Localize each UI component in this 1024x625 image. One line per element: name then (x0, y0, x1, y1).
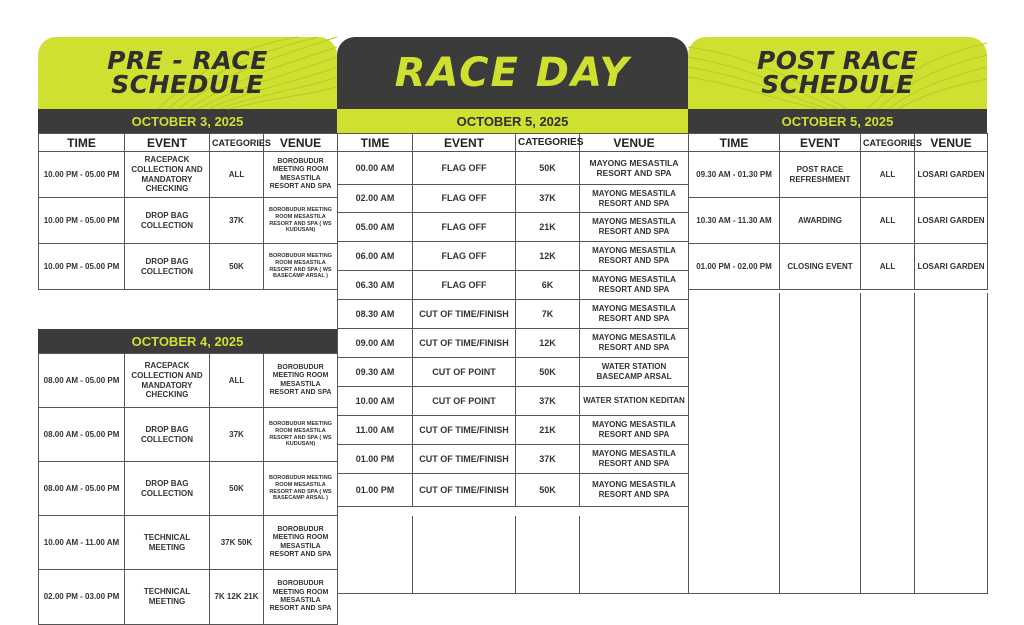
pre-race-title-line1: PRE - RACE (107, 46, 268, 76)
table-row (39, 408, 338, 462)
cell-category: 37K (516, 185, 580, 213)
cell-category: 21K (516, 213, 580, 242)
cell-category: 12K (516, 329, 580, 358)
table-row (39, 244, 338, 290)
cell-time: 08.00 AM - 05.00 PM (39, 408, 125, 462)
column-divider (579, 516, 580, 594)
cell-venue: BOROBUDUR MEETING ROOM MESASTILA RESORT AND SPA (264, 354, 338, 408)
post-race-title (756, 46, 919, 99)
cell-event: TECHNICAL MEETING (125, 570, 210, 625)
cell-venue: MAYONG MESASTILA RESORT AND SPA (580, 271, 689, 300)
column-divider (860, 293, 861, 594)
table-row (39, 462, 338, 516)
table-row (39, 198, 338, 244)
pre-race-header-row (39, 134, 338, 152)
cell-event: DROP BAG COLLECTION (125, 244, 210, 290)
pre-race-date-band-2: OCTOBER 4, 2025 (38, 329, 337, 353)
cell-time: 05.00 AM (338, 213, 413, 242)
table-row (39, 570, 338, 625)
column-divider (515, 516, 516, 594)
cell-event: CUT OF POINT (413, 358, 516, 387)
cell-category: 7K (516, 300, 580, 329)
table-row (338, 416, 689, 445)
col-header-categories: CATEGORIES (516, 134, 580, 152)
post-race-header (688, 37, 987, 109)
col-header-event: EVENT (125, 134, 210, 152)
pre-race-table-2 (38, 353, 338, 625)
cell-time: 08.00 AM - 05.00 PM (39, 354, 125, 408)
pre-race-table-1 (38, 133, 338, 290)
cell-venue: WATER STATION BASECAMP ARSAL (580, 358, 689, 387)
cell-venue: MAYONG MESASTILA RESORT AND SPA (580, 300, 689, 329)
cell-event: CUT OF TIME/FINISH (413, 416, 516, 445)
table-row (689, 152, 988, 198)
column-divider (779, 293, 780, 594)
cell-venue: MAYONG MESASTILA RESORT AND SPA (580, 242, 689, 271)
cell-event: FLAG OFF (413, 242, 516, 271)
cell-time: 09.00 AM (338, 329, 413, 358)
cell-category: 50K (210, 462, 264, 516)
cell-time: 00.00 AM (338, 152, 413, 185)
post-race-title-line2: SCHEDULE (761, 70, 914, 99)
cell-venue: LOSARI GARDEN (915, 244, 988, 290)
cell-category: 50K (516, 474, 580, 507)
cell-event: DROP BAG COLLECTION (125, 198, 210, 244)
col-header-venue: VENUE (580, 134, 689, 152)
cell-event: FLAG OFF (413, 185, 516, 213)
table-row (338, 152, 689, 185)
pre-race-title-line2: SCHEDULE (111, 70, 264, 99)
cell-time: 02.00 PM - 03.00 PM (39, 570, 125, 625)
cell-venue: MAYONG MESASTILA RESORT AND SPA (580, 445, 689, 474)
col-header-event: EVENT (780, 134, 861, 152)
race-day-title: RACE DAY (394, 50, 631, 96)
cell-venue: BOROBUDUR MEETING ROOM MESASTILA RESORT AND SPA ( WS KUDUSAN) (264, 198, 338, 244)
cell-time: 10.00 AM - 11.00 AM (39, 516, 125, 570)
table-row (338, 329, 689, 358)
table-row (39, 152, 338, 198)
col-header-venue: VENUE (915, 134, 988, 152)
cell-time: 10.00 PM - 05.00 PM (39, 244, 125, 290)
table-row (338, 387, 689, 416)
col-header-categories: CATEGORIES (210, 134, 264, 152)
table-row (338, 300, 689, 329)
cell-time: 06.30 AM (338, 271, 413, 300)
cell-time: 10.00 AM (338, 387, 413, 416)
race-day-table (337, 133, 689, 507)
cell-category: 37K (210, 408, 264, 462)
cell-category: ALL (210, 152, 264, 198)
col-header-categories: CATEGORIES (861, 134, 915, 152)
cell-venue: MAYONG MESASTILA RESORT AND SPA (580, 416, 689, 445)
post-race-table (688, 133, 988, 290)
pre-race-header (38, 37, 337, 109)
cell-time: 10.00 PM - 05.00 PM (39, 152, 125, 198)
post-race-title-line1: POST RACE (756, 46, 919, 76)
race-day-empty-area (337, 516, 689, 594)
post-race-panel (688, 37, 987, 594)
cell-category: 50K (516, 358, 580, 387)
cell-venue: BOROBUDUR MEETING ROOM MESASTILA RESORT AND SPA ( WS BASECAMP ARSAL ) (264, 462, 338, 516)
cell-venue: WATER STATION KEDITAN (580, 387, 689, 416)
col-header-event: EVENT (413, 134, 516, 152)
pre-race-title (107, 46, 268, 99)
cell-time: 01.00 PM (338, 474, 413, 507)
cell-category: ALL (861, 198, 915, 244)
cell-category: 21K (516, 416, 580, 445)
cell-time: 06.00 AM (338, 242, 413, 271)
cell-event: FLAG OFF (413, 152, 516, 185)
cell-event: CUT OF TIME/FINISH (413, 300, 516, 329)
cell-category: 37K 50K (210, 516, 264, 570)
cell-event: CUT OF TIME/FINISH (413, 445, 516, 474)
table-row (338, 242, 689, 271)
table-row (689, 198, 988, 244)
cell-event: AWARDING (780, 198, 861, 244)
cell-event: FLAG OFF (413, 213, 516, 242)
table-row (338, 474, 689, 507)
cell-venue: MAYONG MESASTILA RESORT AND SPA (580, 213, 689, 242)
cell-event: DROP BAG COLLECTION (125, 462, 210, 516)
cell-category: ALL (210, 354, 264, 408)
cell-event: CUT OF POINT (413, 387, 516, 416)
column-divider (914, 293, 915, 594)
cell-event: POST RACE REFRESHMENT (780, 152, 861, 198)
race-day-date-band: OCTOBER 5, 2025 (337, 109, 688, 133)
cell-time: 08.30 AM (338, 300, 413, 329)
cell-time: 01.00 PM - 02.00 PM (689, 244, 780, 290)
race-day-header-row (338, 134, 689, 152)
cell-venue: MAYONG MESASTILA RESORT AND SPA (580, 152, 689, 185)
race-day-panel (337, 37, 688, 594)
cell-venue: BOROBUDUR MEETING ROOM MESASTILA RESORT AND SPA ( WS BASECAMP ARSAL ) (264, 244, 338, 290)
cell-event: CLOSING EVENT (780, 244, 861, 290)
col-header-time: TIME (338, 134, 413, 152)
cell-category: 50K (210, 244, 264, 290)
post-race-empty-area (688, 293, 988, 594)
cell-event: DROP BAG COLLECTION (125, 408, 210, 462)
cell-event: FLAG OFF (413, 271, 516, 300)
cell-category: 37K (516, 445, 580, 474)
column-divider (412, 516, 413, 594)
cell-event: RACEPACK COLLECTION AND MANDATORY CHECKING (125, 354, 210, 408)
cell-category: 37K (516, 387, 580, 416)
cell-time: 09.30 AM (338, 358, 413, 387)
cell-time: 01.00 PM (338, 445, 413, 474)
cell-venue: BOROBUDUR MEETING ROOM MESASTILA RESORT AND SPA (264, 516, 338, 570)
cell-category: 37K (210, 198, 264, 244)
cell-venue: LOSARI GARDEN (915, 198, 988, 244)
cell-category: ALL (861, 152, 915, 198)
cell-venue: LOSARI GARDEN (915, 152, 988, 198)
cell-event: CUT OF TIME/FINISH (413, 329, 516, 358)
col-header-time: TIME (39, 134, 125, 152)
cell-event: RACEPACK COLLECTION AND MANDATORY CHECKING (125, 152, 210, 198)
cell-time: 11.00 AM (338, 416, 413, 445)
cell-time: 09.30 AM - 01.30 PM (689, 152, 780, 198)
cell-category: 12K (516, 242, 580, 271)
cell-event: CUT OF TIME/FINISH (413, 474, 516, 507)
table-row (338, 213, 689, 242)
cell-venue: MAYONG MESASTILA RESORT AND SPA (580, 474, 689, 507)
table-row (39, 516, 338, 570)
table-row (338, 358, 689, 387)
cell-venue: MAYONG MESASTILA RESORT AND SPA (580, 185, 689, 213)
table-row (338, 271, 689, 300)
cell-time: 10.00 PM - 05.00 PM (39, 198, 125, 244)
cell-event: TECHNICAL MEETING (125, 516, 210, 570)
cell-category: 6K (516, 271, 580, 300)
table-row (689, 244, 988, 290)
post-race-date-band: OCTOBER 5, 2025 (688, 109, 987, 133)
table-row (39, 354, 338, 408)
race-day-header (337, 37, 688, 109)
cell-venue: BOROBUDUR MEETING ROOM MESASTILA RESORT AND SPA (264, 152, 338, 198)
pre-race-panel (38, 37, 337, 613)
cell-category: 50K (516, 152, 580, 185)
cell-time: 10.30 AM - 11.30 AM (689, 198, 780, 244)
table-row (338, 185, 689, 213)
cell-category: 7K 12K 21K (210, 570, 264, 625)
col-header-time: TIME (689, 134, 780, 152)
cell-venue: BOROBUDUR MEETING ROOM MESASTILA RESORT AND SPA (264, 570, 338, 625)
cell-time: 02.00 AM (338, 185, 413, 213)
col-header-venue: VENUE (264, 134, 338, 152)
pre-race-date-band-1: OCTOBER 3, 2025 (38, 109, 337, 133)
post-race-header-row (689, 134, 988, 152)
cell-time: 08.00 AM - 05.00 PM (39, 462, 125, 516)
cell-venue: BOROBUDUR MEETING ROOM MESASTILA RESORT AND SPA ( WS KUDUSAN) (264, 408, 338, 462)
cell-category: ALL (861, 244, 915, 290)
cell-venue: MAYONG MESASTILA RESORT AND SPA (580, 329, 689, 358)
table-row (338, 445, 689, 474)
